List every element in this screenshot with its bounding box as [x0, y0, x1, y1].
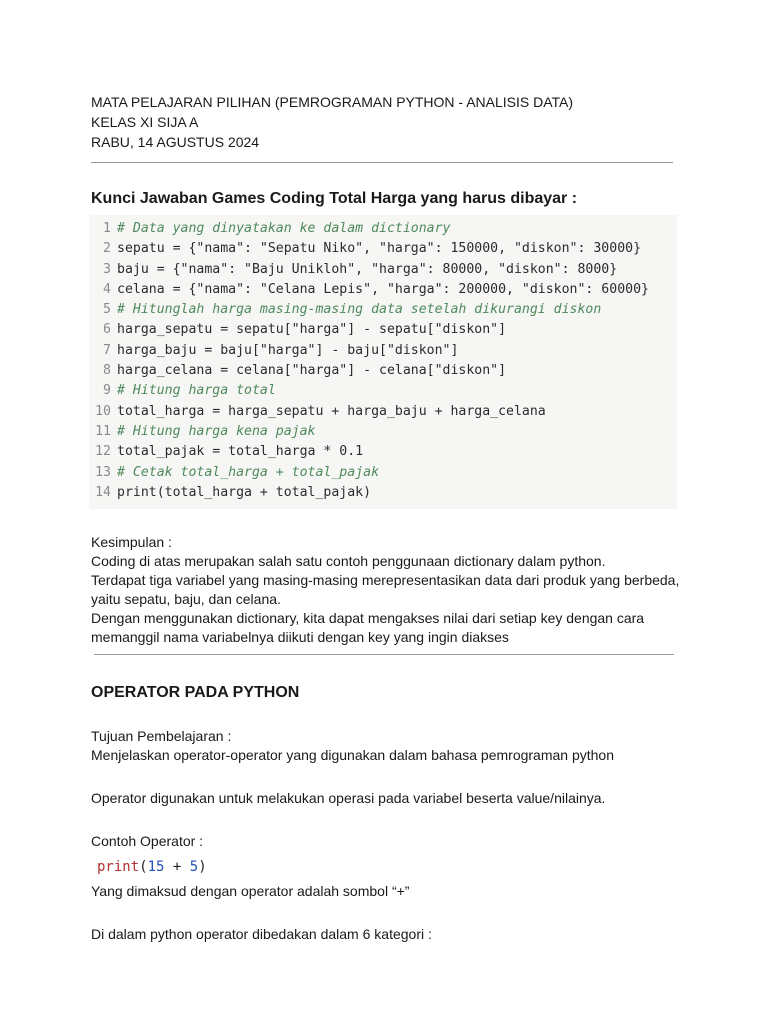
code-line: [89, 239, 677, 259]
operator-definition: Operator digunakan untuk melakukan operasi pada variabel beserta value/nilainya.: [91, 790, 606, 807]
code-number-token: 15: [147, 859, 165, 876]
code-operator-token: +: [164, 859, 190, 876]
section-heading-answer-key: Kunci Jawaban Games Coding Total Harga yang harus dibayar :: [91, 190, 578, 207]
code-statement: baju = {"nama": "Baju Unikloh", "harga": 80000, "diskon": 8000}: [117, 261, 618, 277]
document-date: RABU, 14 AGUSTUS 2024: [91, 134, 260, 150]
code-comment: # Data yang dinyatakan ke dalam dictionary: [117, 221, 451, 236]
code-statement: harga_celana = celana["harga"] - celana["diskon"]: [117, 363, 507, 379]
subject-title: MATA PELAJARAN PILIHAN (PEMROGRAMAN PYTHON - ANALISIS DATA): [91, 94, 574, 110]
code-comment: # Hitung harga total: [117, 383, 276, 399]
line-number: 14: [95, 484, 111, 500]
code-line: [89, 422, 677, 442]
line-number: 6: [103, 322, 111, 338]
code-comment: # Hitung harga kena pajak: [117, 423, 316, 439]
code-line: [89, 300, 677, 320]
code-line: [89, 483, 677, 503]
learning-objective-label: Tujuan Pembelajaran :: [91, 728, 232, 745]
code-line: [89, 442, 677, 462]
line-number: 12: [95, 444, 111, 460]
line-number: 8: [103, 363, 111, 379]
example-code: [97, 856, 681, 878]
line-number: 13: [95, 464, 111, 480]
line-number: 5: [103, 302, 111, 318]
code-line: [89, 341, 677, 361]
code-line: [89, 402, 677, 422]
conclusion-label: Kesimpulan :: [91, 534, 172, 551]
line-number: 3: [103, 261, 111, 277]
line-number: 10: [95, 403, 111, 419]
code-line: [89, 280, 677, 300]
code-punctuation-token: ): [198, 859, 207, 876]
line-number: 9: [103, 383, 111, 399]
class-name: KELAS XI SIJA A: [91, 114, 199, 130]
code-statement: harga_sepatu = sepatu["harga"] - sepatu["diskon"]: [117, 322, 507, 338]
code-statement: celana = {"nama": "Celana Lepis", "harga": 200000, "diskon": 60000}: [117, 281, 649, 297]
code-line: [89, 361, 677, 381]
line-number: 4: [103, 281, 111, 297]
conclusion-line: memanggil nama variabelnya diikuti dengan key yang ingin diakses: [91, 629, 509, 646]
line-number: 1: [103, 221, 111, 236]
code-statement: print(total_harga + total_pajak): [117, 484, 372, 500]
code-line: [89, 219, 677, 239]
code-statement: total_harga = harga_sepatu + harga_baju + harga_celana: [117, 403, 546, 419]
line-number: 11: [95, 423, 111, 439]
code-punctuation-token: (: [139, 859, 148, 876]
code-comment: # Hitunglah harga masing-masing data setelah dikurangi diskon: [117, 302, 602, 318]
code-line: [89, 381, 677, 401]
divider: [94, 654, 674, 655]
code-line: [89, 320, 677, 340]
conclusion: [91, 533, 681, 647]
document-page: [91, 92, 681, 944]
code-statement: total_pajak = total_harga * 0.1: [117, 444, 364, 460]
line-number: 7: [103, 342, 111, 358]
operator-categories-intro: Di dalam python operator dibedakan dalam 6 kategori :: [91, 926, 432, 943]
code-block: [89, 215, 677, 509]
conclusion-line: yaitu sepatu, baju, dan celana.: [91, 591, 281, 608]
code-line: [89, 463, 677, 483]
code-statement: sepatu = {"nama": "Sepatu Niko", "harga": 150000, "diskon": 30000}: [117, 241, 642, 257]
code-function-token: print: [97, 859, 140, 876]
divider: [91, 162, 673, 163]
section-heading-operator: OPERATOR PADA PYTHON: [91, 684, 300, 702]
code-comment: # Cetak total_harga + total_pajak: [117, 464, 380, 480]
line-number: 2: [103, 241, 111, 257]
operator-explanation: Yang dimaksud dengan operator adalah sombol “+”: [91, 883, 410, 900]
conclusion-line: Dengan menggunakan dictionary, kita dapat mengakses nilai dari setiap key dengan cara: [91, 610, 645, 627]
code-number-token: 5: [189, 859, 199, 876]
conclusion-line: Coding di atas merupakan salah satu contoh penggunaan dictionary dalam python.: [91, 553, 606, 570]
learning-objective-text: Menjelaskan operator-operator yang digunakan dalam bahasa pemrograman python: [91, 747, 614, 764]
code-line: [89, 260, 677, 280]
conclusion-line: Terdapat tiga variabel yang masing-masing merepresentasikan data dari produk yang berbeda,: [91, 572, 680, 589]
code-statement: harga_baju = baju["harga"] - baju["diskon"]: [117, 342, 459, 358]
example-label: Contoh Operator :: [91, 833, 204, 850]
